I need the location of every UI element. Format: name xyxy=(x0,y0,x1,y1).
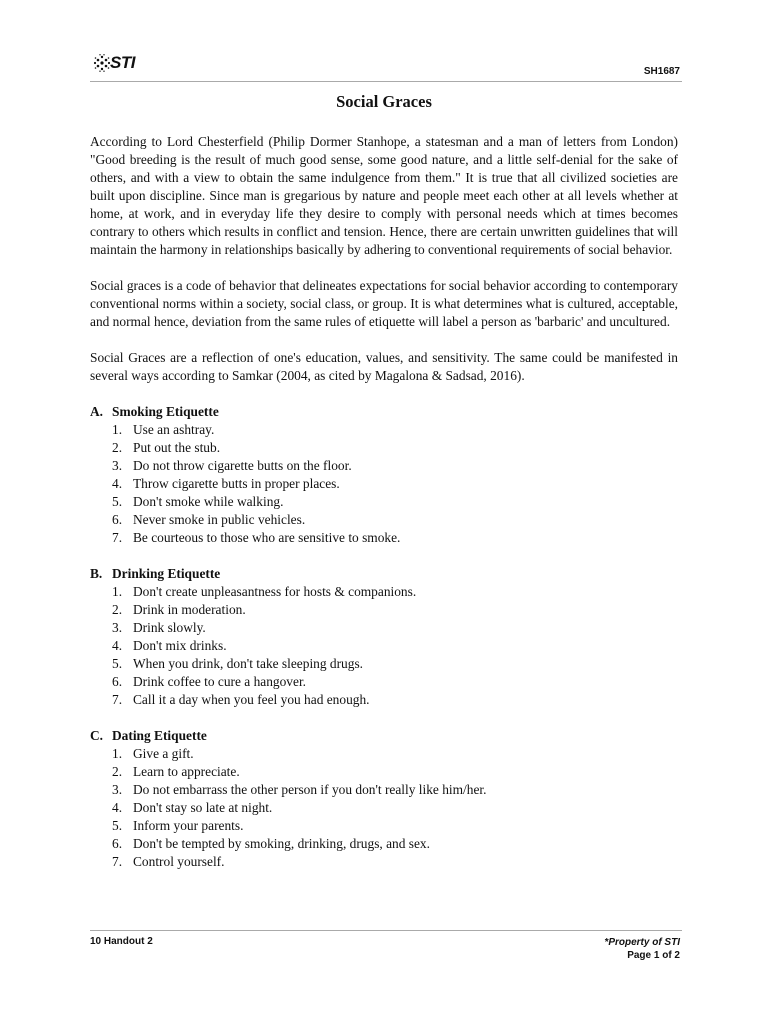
item-text: Drink slowly. xyxy=(133,620,206,635)
item-number: 4. xyxy=(112,476,123,491)
list-item xyxy=(112,799,678,817)
list-item xyxy=(112,439,678,457)
item-number: 5. xyxy=(112,494,123,509)
item-text: Give a gift. xyxy=(133,746,194,761)
item-text: Inform your parents. xyxy=(133,818,244,833)
item-number: 2. xyxy=(112,440,123,455)
section-dating-etiquette xyxy=(90,727,678,871)
item-number: 2. xyxy=(112,764,123,779)
paragraph: According to Lord Chesterfield (Philip Dormer Stanhope, a statesman and a man of letters from London) "Good breeding is the result of much good sense, some good nature, and a little self-denial for the sake of others, and with a view to obtain the same indulgence from them." It is true that all civilized societies are built upon discipline. Since man is gregarious by nature and people meet each other at all levels whether at home, at work, and in everyday life they desire to comply with personal needs which at times becomes contrary to others which results in conflict and tension. Hence, there are certain unwritten guidelines that will maintain the harmony in relationships basically by adhering to conventional requirements of social behavior. xyxy=(90,134,678,257)
item-number: 2. xyxy=(112,602,123,617)
etiquette-list xyxy=(90,421,678,547)
item-text: When you drink, don't take sleeping drugs. xyxy=(133,656,364,671)
sti-logo xyxy=(92,52,135,74)
section-drinking-etiquette xyxy=(90,565,678,709)
document-code: SH1687 xyxy=(643,66,680,77)
paragraph: Social graces is a code of behavior that delineates expectations for social behavior according to contemporary conventional norms within a society, social class, or group. It is what determines what is cultured, acceptable, and normal hence, deviation from the same rules of etiquette will label a person as 'barbaric' and uncultured. xyxy=(90,278,678,329)
item-number: 7. xyxy=(112,692,123,707)
handout-label: 10 Handout 2 xyxy=(90,936,153,947)
item-text: Don't be tempted by smoking, drinking, drugs, and sex. xyxy=(133,836,430,851)
item-text: Learn to appreciate. xyxy=(133,764,240,779)
item-text: Don't smoke while walking. xyxy=(133,494,284,509)
item-number: 1. xyxy=(112,584,123,599)
list-item xyxy=(112,475,678,493)
list-item xyxy=(112,655,678,673)
item-text: Put out the stub. xyxy=(133,440,221,455)
header-divider xyxy=(90,81,682,82)
item-number: 6. xyxy=(112,674,123,689)
item-number: 6. xyxy=(112,836,123,851)
section-title: Drinking Etiquette xyxy=(112,566,221,581)
item-text: Don't mix drinks. xyxy=(133,638,227,653)
etiquette-list xyxy=(90,583,678,709)
item-number: 7. xyxy=(112,530,123,545)
item-number: 3. xyxy=(112,782,123,797)
section-title: Smoking Etiquette xyxy=(112,404,219,419)
item-text: Use an ashtray. xyxy=(133,422,215,437)
list-item xyxy=(112,853,678,871)
list-item xyxy=(112,511,678,529)
item-text: Drink in moderation. xyxy=(133,602,246,617)
section-smoking-etiquette xyxy=(90,403,678,547)
list-item xyxy=(112,637,678,655)
logo-text: STI xyxy=(110,53,135,72)
section-letter: C. xyxy=(90,728,104,743)
globe-icon xyxy=(92,53,112,73)
section-heading xyxy=(90,727,678,745)
item-number: 4. xyxy=(112,638,123,653)
item-text: Be courteous to those who are sensitive to smoke. xyxy=(133,530,401,545)
paragraph: Social Graces are a reflection of one's education, values, and sensitivity. The same could be manifested in several ways according to Samkar (2004, as cited by Magalona & Sadsad, 2016). xyxy=(90,350,678,383)
item-number: 3. xyxy=(112,458,123,473)
footer-right xyxy=(604,936,680,962)
document-body xyxy=(90,133,678,889)
page-title: Social Graces xyxy=(336,92,432,111)
list-item xyxy=(112,529,678,547)
section-letter: B. xyxy=(90,566,103,581)
item-text: Drink coffee to cure a hangover. xyxy=(133,674,307,689)
item-number: 3. xyxy=(112,620,123,635)
list-item xyxy=(112,673,678,691)
list-item xyxy=(112,421,678,439)
item-number: 4. xyxy=(112,800,123,815)
item-text: Never smoke in public vehicles. xyxy=(133,512,306,527)
footer-divider xyxy=(90,930,682,931)
item-text: Control yourself. xyxy=(133,854,225,869)
list-item xyxy=(112,457,678,475)
list-item xyxy=(112,619,678,637)
item-number: 5. xyxy=(112,656,123,671)
item-number: 1. xyxy=(112,422,123,437)
list-item xyxy=(112,691,678,709)
item-number: 1. xyxy=(112,746,123,761)
item-text: Throw cigarette butts in proper places. xyxy=(133,476,340,491)
list-item xyxy=(112,583,678,601)
list-item xyxy=(112,601,678,619)
item-text: Do not throw cigarette butts on the floor. xyxy=(133,458,352,473)
list-item xyxy=(112,781,678,799)
list-item xyxy=(112,835,678,853)
item-number: 7. xyxy=(112,854,123,869)
etiquette-list xyxy=(90,745,678,871)
list-item xyxy=(112,817,678,835)
item-text: Do not embarrass the other person if you don't really like him/her. xyxy=(133,782,487,797)
item-number: 6. xyxy=(112,512,123,527)
property-notice: *Property of STI xyxy=(604,937,680,948)
list-item xyxy=(112,493,678,511)
item-text: Call it a day when you feel you had enough. xyxy=(133,692,370,707)
item-text: Don't create unpleasantness for hosts & companions. xyxy=(133,584,417,599)
section-heading xyxy=(90,565,678,583)
list-item xyxy=(112,763,678,781)
item-text: Don't stay so late at night. xyxy=(133,800,273,815)
list-item xyxy=(112,745,678,763)
section-title: Dating Etiquette xyxy=(112,728,207,743)
page-number: Page 1 of 2 xyxy=(627,950,680,961)
section-heading xyxy=(90,403,678,421)
item-number: 5. xyxy=(112,818,123,833)
section-letter: A. xyxy=(90,404,104,419)
